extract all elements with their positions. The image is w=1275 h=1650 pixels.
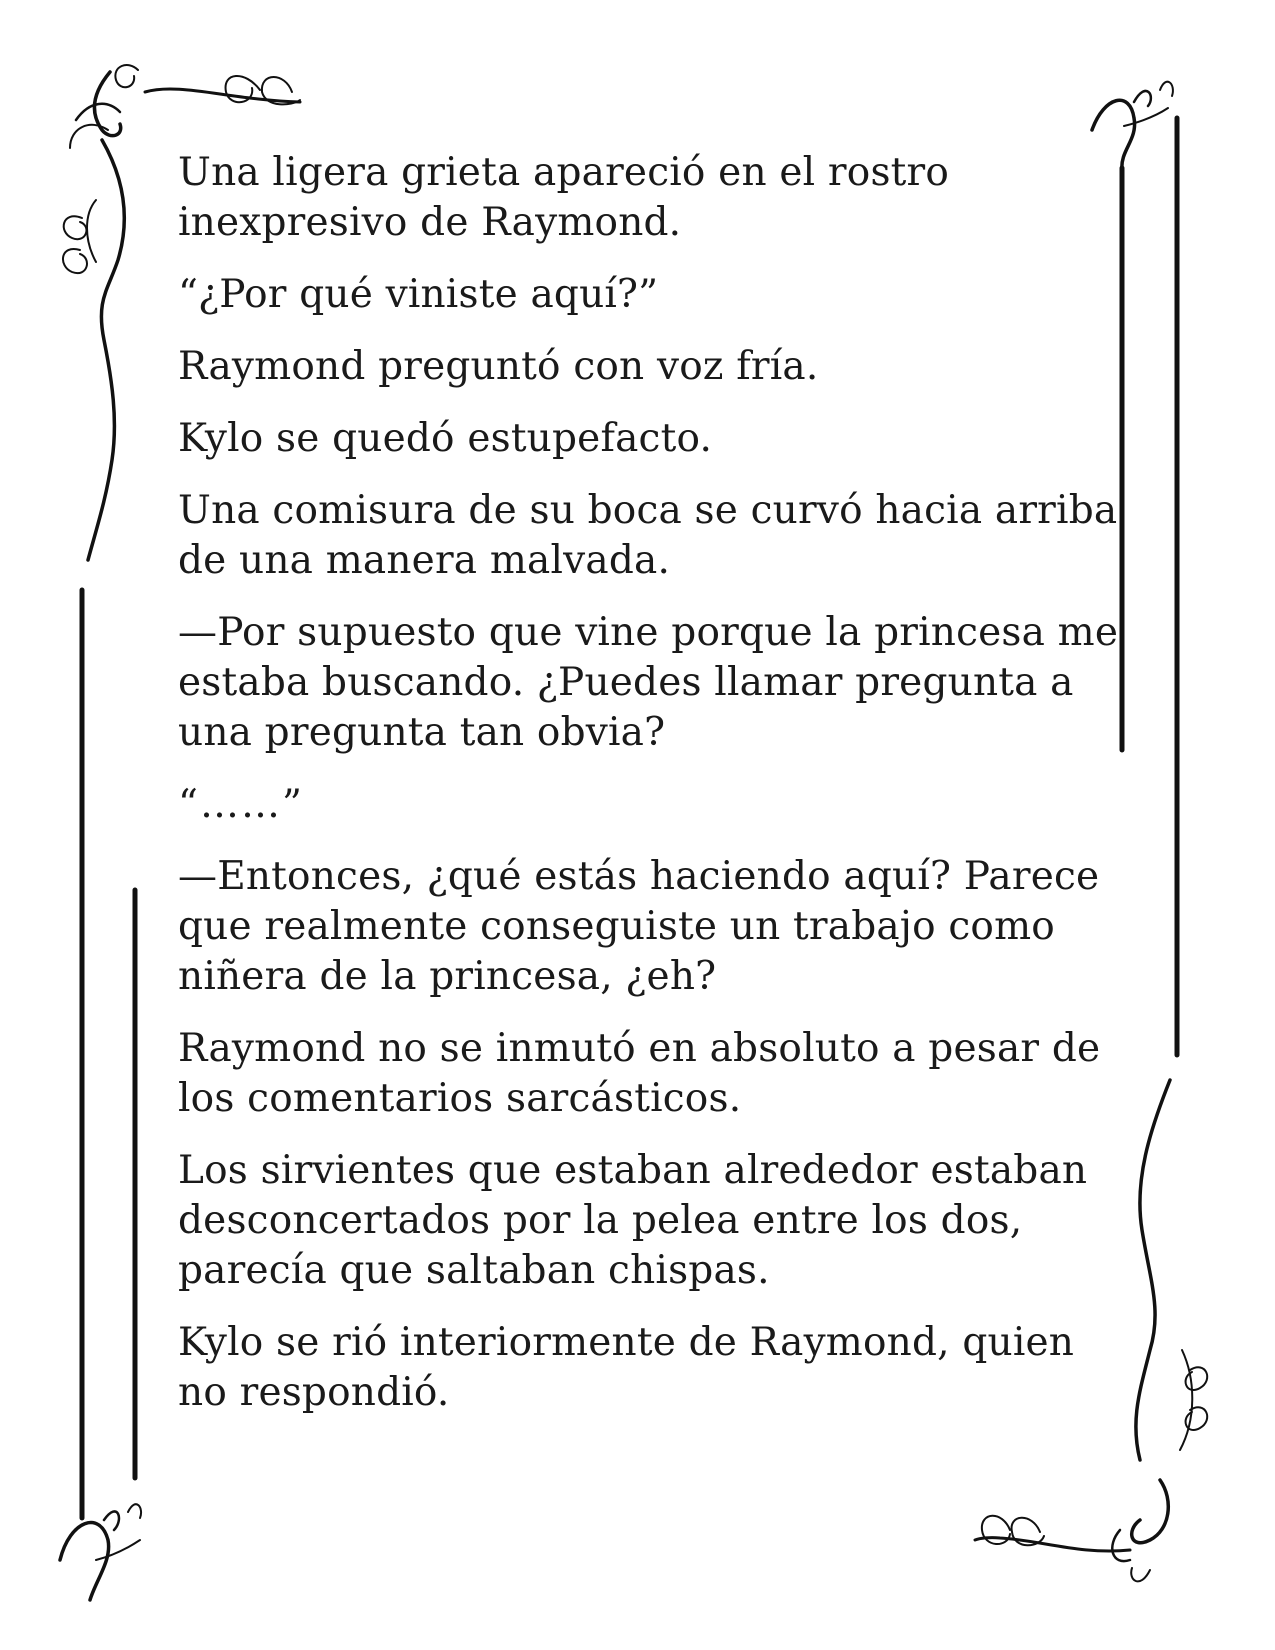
text-line: Raymond no se inmutó en absoluto a pesar de bbox=[178, 1026, 1101, 1071]
text-line: los comentarios sarcásticos. bbox=[178, 1076, 742, 1121]
paragraph bbox=[178, 486, 1118, 586]
top-right-flourish bbox=[1092, 82, 1173, 170]
text-line: “……” bbox=[178, 782, 304, 827]
paragraph bbox=[178, 342, 1098, 392]
text-line: Raymond preguntó con voz fría. bbox=[178, 344, 819, 389]
paragraph bbox=[178, 1318, 1098, 1418]
paragraph bbox=[178, 780, 1098, 830]
text-line: de una manera malvada. bbox=[178, 538, 671, 583]
paragraph bbox=[178, 148, 1098, 248]
paragraph bbox=[178, 414, 1098, 464]
text-line: —Entonces, ¿qué estás haciendo aquí? Parece bbox=[178, 854, 1100, 899]
text-line: niñera de la princesa, ¿eh? bbox=[178, 954, 717, 999]
text-line: inexpresivo de Raymond. bbox=[178, 200, 682, 245]
paragraph bbox=[178, 1024, 1101, 1124]
text-line: Una ligera grieta apareció en el rostro bbox=[178, 150, 950, 195]
text-line: —Por supuesto que vine porque la princesa me bbox=[178, 610, 1119, 655]
text-line: parecía que saltaban chispas. bbox=[178, 1248, 770, 1293]
paragraph bbox=[178, 270, 1098, 320]
story-text bbox=[178, 148, 1119, 1440]
text-line: no respondió. bbox=[178, 1370, 450, 1415]
paragraph bbox=[178, 608, 1119, 758]
text-line: “¿Por qué viniste aquí?” bbox=[178, 272, 659, 317]
text-line: desconcertados por la pelea entre los dos, bbox=[178, 1198, 1023, 1243]
paragraph bbox=[178, 1146, 1098, 1296]
text-line: Kylo se quedó estupefacto. bbox=[178, 416, 713, 461]
paragraph bbox=[178, 852, 1098, 1002]
text-line: una pregunta tan obvia? bbox=[178, 710, 666, 755]
text-line: Los sirvientes que estaban alrededor estaban bbox=[178, 1148, 1088, 1193]
text-line: Kylo se rió interiormente de Raymond, quien bbox=[178, 1320, 1075, 1365]
bottom-left-flourish bbox=[60, 1504, 141, 1600]
text-line: que realmente conseguiste un trabajo como bbox=[178, 904, 1055, 949]
text-line: Una comisura de su boca se curvó hacia arriba bbox=[178, 488, 1118, 533]
text-line: estaba buscando. ¿Puedes llamar pregunta a bbox=[178, 660, 1074, 705]
